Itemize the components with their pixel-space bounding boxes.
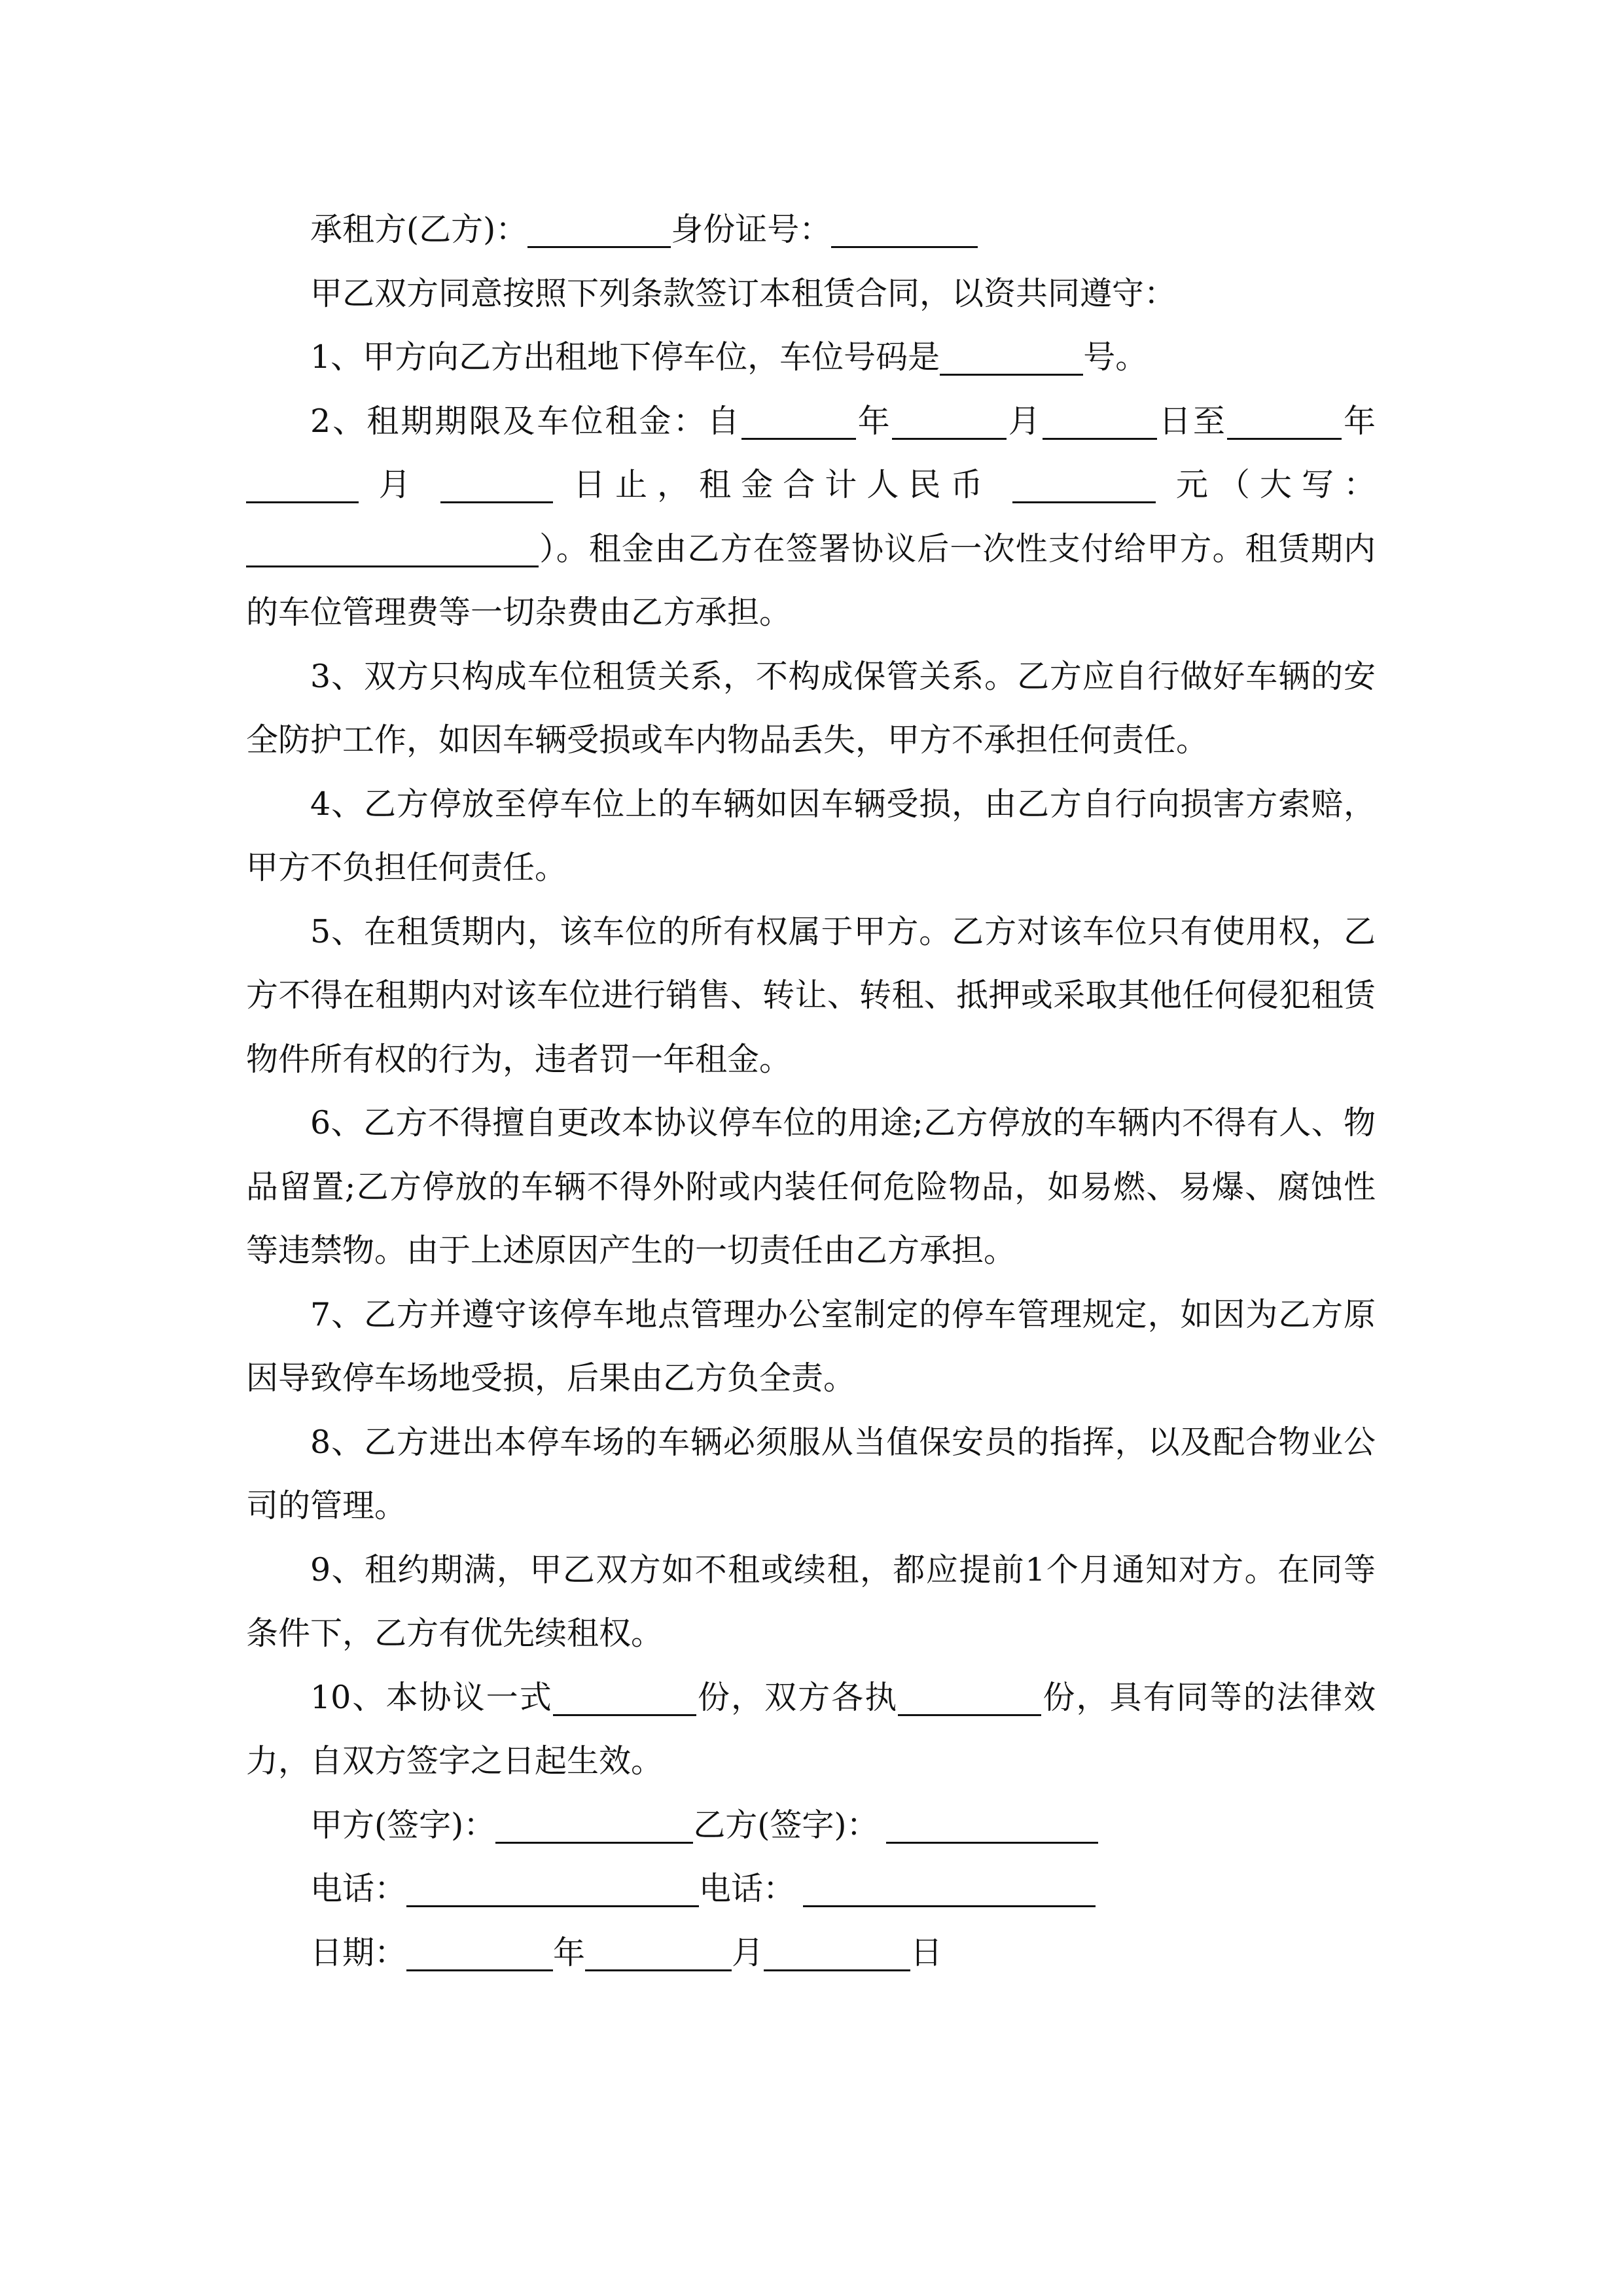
start-month-blank[interactable] xyxy=(892,397,1007,440)
clause-4: 4、乙方停放至停车位上的车辆如因车辆受损，由乙方自行向损害方索赔，甲方不负担任何责任。 xyxy=(246,785,1376,886)
lessee-label: 承租方(乙方)： xyxy=(310,211,528,248)
date-year-blank[interactable] xyxy=(406,1929,553,1971)
text-segment: 年 xyxy=(1341,402,1376,440)
text-segment: 日止，租金合计人民币 xyxy=(573,466,993,503)
copies-each-blank[interactable] xyxy=(898,1674,1041,1716)
clause-9: 9、租约期满，甲乙双方如不租或续租，都应提前1个月通知对方。在同等条件下，乙方有优先续租权。 xyxy=(246,1551,1376,1652)
end-month-blank[interactable] xyxy=(246,461,359,503)
clause-3: 3、双方只构成车位租赁关系，不构成保管关系。乙方应自行做好车辆的安全防护工作，如因车辆受损或车内物品丢失，甲方不承担任何责任。 xyxy=(246,657,1376,759)
date-line xyxy=(246,1921,1376,1985)
end-day-blank[interactable] xyxy=(440,461,553,503)
text-segment: 日期： xyxy=(310,1933,407,1971)
signature-line xyxy=(246,1793,1376,1857)
text-segment: 乙方(签字)： xyxy=(693,1806,879,1844)
text-segment: 1、甲方向乙方出租地下停车位，车位号码是 xyxy=(310,338,940,376)
lessee-line xyxy=(246,198,1376,262)
text-segment: 份，双方各执 xyxy=(696,1678,899,1716)
clause-8: 8、乙方进出本停车场的车辆必须服从当值保安员的指挥，以及配合物业公司的管理。 xyxy=(246,1423,1376,1524)
clause-5: 5、在租赁期内，该车位的所有权属于甲方。乙方对该车位只有使用权，乙方不得在租期内对该车位进行销售、转让、转租、抵押或采取其他任何侵犯租赁物件所有权的行为，违者罚一年租金。 xyxy=(246,912,1376,1078)
end-year-blank[interactable] xyxy=(1227,397,1342,440)
copies-total-blank[interactable] xyxy=(553,1674,696,1716)
start-year-blank[interactable] xyxy=(741,397,856,440)
text-segment: 元（大写： xyxy=(1175,466,1376,503)
text-segment: 月 xyxy=(732,1933,764,1971)
clause-7: 7、乙方并遵守该停车地点管理办公室制定的停车管理规定，如因为乙方原因导致停车场地受损，后果由乙方负全责。 xyxy=(246,1295,1376,1397)
party-a-signature-blank[interactable] xyxy=(495,1801,693,1844)
party-b-phone-blank[interactable] xyxy=(803,1865,1096,1907)
start-day-blank[interactable] xyxy=(1043,397,1157,440)
text-segment: 月 xyxy=(378,466,421,503)
text-segment: 月 xyxy=(1006,402,1043,440)
lessee-name-blank[interactable] xyxy=(527,206,671,248)
space-number-blank[interactable] xyxy=(940,333,1083,376)
text-segment: 份，具有同等的法律效力，自双方签字之日起生效。 xyxy=(246,1678,1376,1780)
contract-body xyxy=(246,198,1376,1984)
id-number-blank[interactable] xyxy=(831,206,978,248)
text-segment: 甲方(签字)： xyxy=(310,1806,496,1844)
clause-10 xyxy=(246,1666,1376,1793)
clause-2 xyxy=(246,389,1376,645)
clause-6: 6、乙方不得擅自更改本协议停车位的用途;乙方停放的车辆内不得有人、物品留置;乙方停放的车辆不得外附或内装任何危险物品，如易燃、易爆、腐蚀性等违禁物。由于上述原因产生的一切责任由乙方承担。 xyxy=(246,1104,1376,1269)
party-a-phone-blank[interactable] xyxy=(406,1865,699,1907)
intro: 甲乙双方同意按照下列条款签订本租赁合同，以资共同遵守： xyxy=(310,274,1177,312)
rent-uppercase-blank[interactable] xyxy=(246,525,539,567)
text-segment: 2、租期期限及车位租金：自 xyxy=(310,402,741,440)
text-segment: 日至 xyxy=(1156,402,1227,440)
text-segment: 年 xyxy=(855,402,892,440)
text-segment: 号。 xyxy=(1083,338,1148,376)
text-segment: 年 xyxy=(553,1933,586,1971)
clause-1 xyxy=(246,325,1376,389)
date-day-blank[interactable] xyxy=(764,1929,910,1971)
date-month-blank[interactable] xyxy=(585,1929,732,1971)
text-segment: 电话： xyxy=(310,1870,407,1907)
text-segment: 电话： xyxy=(699,1870,796,1907)
party-b-signature-blank[interactable] xyxy=(886,1801,1098,1844)
rent-amount-blank[interactable] xyxy=(1012,461,1156,503)
phone-line xyxy=(246,1857,1376,1921)
id-label: 身份证号： xyxy=(671,211,832,248)
text-segment: 日 xyxy=(910,1933,943,1971)
text-segment: ）。租金由乙方在签署协议后一次性支付给甲方。租赁期内的车位管理费等一切杂费由乙方承担。 xyxy=(246,529,1376,631)
text-segment: 10、本协议一式 xyxy=(310,1678,553,1716)
